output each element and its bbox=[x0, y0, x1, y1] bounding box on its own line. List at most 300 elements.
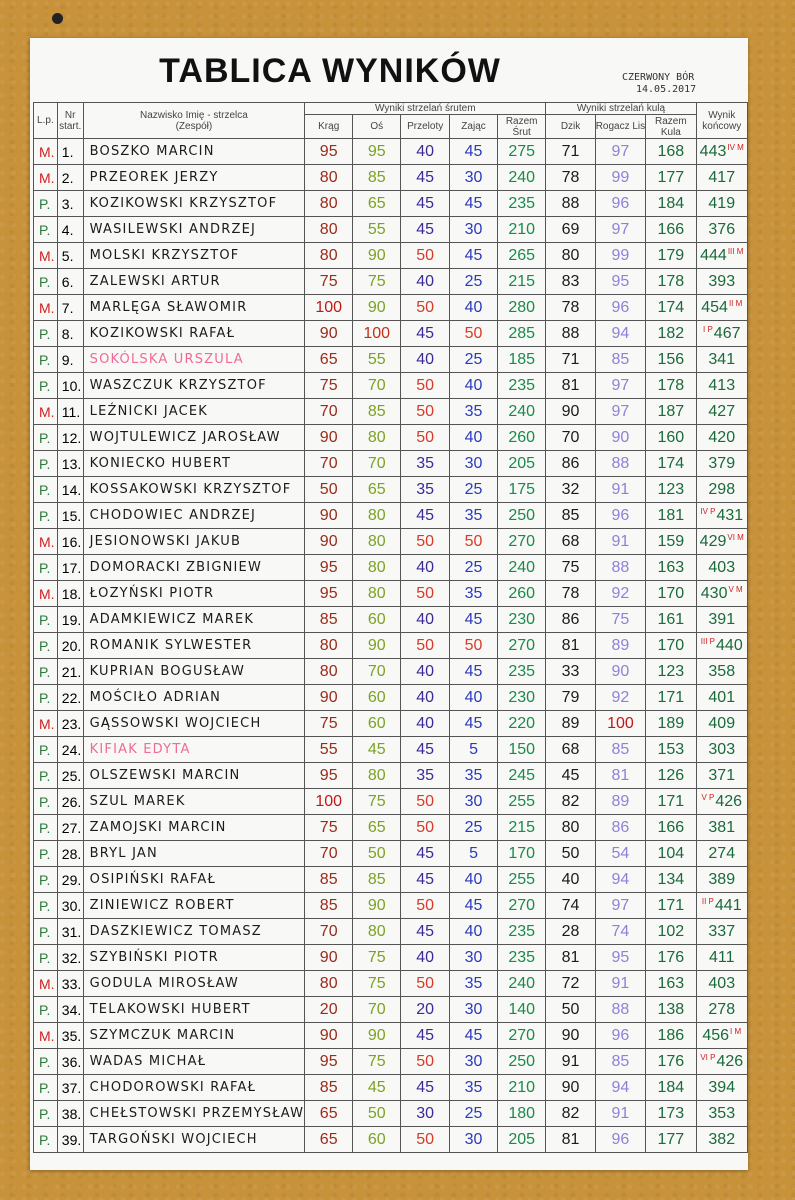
cell-nr: 9. bbox=[57, 347, 83, 373]
event-date: 14.05.2017 bbox=[636, 84, 697, 95]
final-score: 389 bbox=[708, 870, 736, 888]
final-score: 444 bbox=[700, 246, 727, 264]
cell-razem-kula: 166 bbox=[646, 217, 696, 243]
cell-lp: P. bbox=[34, 477, 58, 503]
cell-krag: 90 bbox=[305, 529, 353, 555]
cell-rogacz: 90 bbox=[595, 659, 646, 685]
cell-name: SOKÓLSKA URSZULA bbox=[83, 347, 305, 373]
cell-przeloty: 50 bbox=[401, 789, 450, 815]
cell-razem-srut: 260 bbox=[497, 581, 545, 607]
table-row bbox=[34, 971, 748, 997]
cell-dzik: 82 bbox=[546, 1101, 595, 1127]
cell-rogacz: 97 bbox=[595, 893, 646, 919]
final-score: 337 bbox=[708, 922, 736, 940]
table-row bbox=[34, 815, 748, 841]
cell-nr: 18. bbox=[57, 581, 83, 607]
cell-krag: 85 bbox=[305, 1075, 353, 1101]
cell-dzik: 71 bbox=[546, 139, 595, 165]
table-row bbox=[34, 945, 748, 971]
cell-razem-srut: 180 bbox=[497, 1101, 545, 1127]
cell-zajac: 40 bbox=[450, 295, 498, 321]
cell-lp: M. bbox=[34, 971, 58, 997]
cell-krag: 70 bbox=[305, 451, 353, 477]
cell-lp: P. bbox=[34, 191, 58, 217]
cell-name: CHODOROWSKI RAFAŁ bbox=[83, 1075, 305, 1101]
cell-razem-kula: 182 bbox=[646, 321, 696, 347]
header-group-ball: Wyniki strzelań kulą bbox=[546, 103, 696, 115]
header-dzik: Dzik bbox=[546, 115, 595, 139]
cell-zajac: 35 bbox=[450, 1075, 498, 1101]
table-row bbox=[34, 1023, 748, 1049]
cell-wynik bbox=[696, 165, 747, 191]
cell-przeloty: 45 bbox=[401, 191, 450, 217]
cell-przeloty: 40 bbox=[401, 659, 450, 685]
cell-przeloty: 40 bbox=[401, 685, 450, 711]
cell-razem-kula: 187 bbox=[646, 399, 696, 425]
cell-name: CHODOWIEC ANDRZEJ bbox=[83, 503, 305, 529]
header-zajac: Zając bbox=[450, 115, 498, 139]
cell-wynik bbox=[696, 217, 747, 243]
cell-os: 85 bbox=[353, 867, 401, 893]
cell-rogacz: 88 bbox=[595, 997, 646, 1023]
cell-razem-kula: 166 bbox=[646, 815, 696, 841]
page-title: TABLICA WYNIKÓW bbox=[159, 52, 501, 90]
cell-nr: 6. bbox=[57, 269, 83, 295]
cell-rogacz: 95 bbox=[595, 269, 646, 295]
cell-rogacz: 97 bbox=[595, 373, 646, 399]
cell-razem-srut: 250 bbox=[497, 503, 545, 529]
cell-lp: P. bbox=[34, 919, 58, 945]
cell-razem-kula: 163 bbox=[646, 555, 696, 581]
final-score: 403 bbox=[708, 974, 736, 992]
cell-przeloty: 50 bbox=[401, 373, 450, 399]
cell-dzik: 32 bbox=[546, 477, 595, 503]
final-score: 341 bbox=[708, 350, 736, 368]
cell-nr: 16. bbox=[57, 529, 83, 555]
cell-nr: 10. bbox=[57, 373, 83, 399]
cell-os: 85 bbox=[353, 399, 401, 425]
cell-krag: 90 bbox=[305, 685, 353, 711]
cell-krag: 55 bbox=[305, 737, 353, 763]
cell-dzik: 91 bbox=[546, 1049, 595, 1075]
cell-zajac: 35 bbox=[450, 971, 498, 997]
cell-przeloty: 45 bbox=[401, 737, 450, 763]
cell-nr: 24. bbox=[57, 737, 83, 763]
cell-dzik: 50 bbox=[546, 841, 595, 867]
cell-wynik bbox=[696, 997, 747, 1023]
cell-wynik bbox=[696, 1127, 747, 1153]
cell-rogacz: 89 bbox=[595, 633, 646, 659]
cell-razem-kula: 177 bbox=[646, 165, 696, 191]
cell-rogacz: 91 bbox=[595, 1101, 646, 1127]
cell-wynik bbox=[696, 269, 747, 295]
cell-dzik: 45 bbox=[546, 763, 595, 789]
cell-przeloty: 50 bbox=[401, 893, 450, 919]
place-mark: I P bbox=[703, 324, 713, 334]
cell-os: 80 bbox=[353, 763, 401, 789]
table-row bbox=[34, 269, 748, 295]
header-lp: L.p. bbox=[34, 103, 58, 139]
cell-name: ZAMOJSKI MARCIN bbox=[83, 815, 305, 841]
cell-wynik bbox=[696, 321, 747, 347]
table-row bbox=[34, 841, 748, 867]
cell-os: 85 bbox=[353, 165, 401, 191]
cell-wynik bbox=[696, 711, 747, 737]
cell-razem-srut: 235 bbox=[497, 919, 545, 945]
cell-razem-kula: 176 bbox=[646, 945, 696, 971]
cell-lp: P. bbox=[34, 633, 58, 659]
cell-name: TELAKOWSKI HUBERT bbox=[83, 997, 305, 1023]
cell-nr: 14. bbox=[57, 477, 83, 503]
results-table bbox=[33, 102, 748, 1153]
place-mark: III M bbox=[727, 246, 744, 256]
final-score: 274 bbox=[708, 844, 736, 862]
cell-os: 80 bbox=[353, 503, 401, 529]
cell-lp: P. bbox=[34, 1049, 58, 1075]
cell-wynik bbox=[696, 555, 747, 581]
cell-razem-srut: 240 bbox=[497, 555, 545, 581]
cell-rogacz: 96 bbox=[595, 1127, 646, 1153]
cell-zajac: 45 bbox=[450, 659, 498, 685]
cell-razem-kula: 177 bbox=[646, 1127, 696, 1153]
cell-razem-srut: 220 bbox=[497, 711, 545, 737]
cell-dzik: 68 bbox=[546, 529, 595, 555]
cell-wynik bbox=[696, 295, 747, 321]
cell-razem-srut: 235 bbox=[497, 191, 545, 217]
cell-nr: 5. bbox=[57, 243, 83, 269]
cell-lp: P. bbox=[34, 451, 58, 477]
cell-rogacz: 92 bbox=[595, 581, 646, 607]
cell-os: 60 bbox=[353, 711, 401, 737]
cell-os: 95 bbox=[353, 139, 401, 165]
cell-rogacz: 94 bbox=[595, 1075, 646, 1101]
cell-razem-srut: 235 bbox=[497, 659, 545, 685]
cell-zajac: 30 bbox=[450, 217, 498, 243]
final-score: 382 bbox=[708, 1130, 736, 1148]
cell-os: 90 bbox=[353, 893, 401, 919]
cell-lp: P. bbox=[34, 425, 58, 451]
cell-dzik: 50 bbox=[546, 997, 595, 1023]
cell-razem-srut: 150 bbox=[497, 737, 545, 763]
table-row bbox=[34, 711, 748, 737]
cell-name: MOLSKI KRZYSZTOF bbox=[83, 243, 305, 269]
place-mark: II P bbox=[701, 896, 714, 906]
cell-razem-srut: 270 bbox=[497, 529, 545, 555]
header-razem-srut: Razem Śrut bbox=[497, 115, 545, 139]
cell-razem-srut: 240 bbox=[497, 971, 545, 997]
table-row bbox=[34, 607, 748, 633]
final-score: 391 bbox=[708, 610, 736, 628]
cell-nr: 8. bbox=[57, 321, 83, 347]
cell-przeloty: 50 bbox=[401, 1049, 450, 1075]
cell-name: KUPRIAN BOGUSŁAW bbox=[83, 659, 305, 685]
cell-name: OSIPIŃSKI RAFAŁ bbox=[83, 867, 305, 893]
cell-lp: P. bbox=[34, 503, 58, 529]
cell-lp: P. bbox=[34, 1127, 58, 1153]
cell-razem-srut: 275 bbox=[497, 139, 545, 165]
cell-os: 55 bbox=[353, 347, 401, 373]
cell-wynik bbox=[696, 451, 747, 477]
cell-os: 65 bbox=[353, 815, 401, 841]
cell-krag: 80 bbox=[305, 633, 353, 659]
cell-os: 80 bbox=[353, 529, 401, 555]
cell-razem-srut: 140 bbox=[497, 997, 545, 1023]
cell-razem-kula: 138 bbox=[646, 997, 696, 1023]
cell-dzik: 81 bbox=[546, 945, 595, 971]
cell-zajac: 5 bbox=[450, 737, 498, 763]
cell-nr: 39. bbox=[57, 1127, 83, 1153]
cell-lp: P. bbox=[34, 997, 58, 1023]
table-row bbox=[34, 451, 748, 477]
cell-przeloty: 40 bbox=[401, 347, 450, 373]
cell-razem-srut: 240 bbox=[497, 165, 545, 191]
cell-os: 75 bbox=[353, 789, 401, 815]
cell-wynik bbox=[696, 893, 747, 919]
cell-krag: 95 bbox=[305, 555, 353, 581]
cell-krag: 75 bbox=[305, 269, 353, 295]
cell-razem-kula: 159 bbox=[646, 529, 696, 555]
cell-lp: P. bbox=[34, 607, 58, 633]
final-score: 467 bbox=[713, 324, 741, 342]
event-info bbox=[622, 72, 696, 96]
cell-zajac: 40 bbox=[450, 685, 498, 711]
final-score: 379 bbox=[708, 454, 736, 472]
place-mark: I M bbox=[730, 1026, 742, 1036]
cell-lp: M. bbox=[34, 581, 58, 607]
table-row bbox=[34, 425, 748, 451]
cell-razem-kula: 123 bbox=[646, 659, 696, 685]
cell-lp: P. bbox=[34, 347, 58, 373]
cell-przeloty: 50 bbox=[401, 815, 450, 841]
place-mark: IV P bbox=[700, 506, 716, 516]
cell-zajac: 25 bbox=[450, 477, 498, 503]
cell-lp: M. bbox=[34, 399, 58, 425]
cell-razem-srut: 235 bbox=[497, 373, 545, 399]
cell-zajac: 45 bbox=[450, 711, 498, 737]
cell-zajac: 30 bbox=[450, 165, 498, 191]
cell-razem-kula: 123 bbox=[646, 477, 696, 503]
cell-name: ROMANIK SYLWESTER bbox=[83, 633, 305, 659]
table-row bbox=[34, 659, 748, 685]
cell-zajac: 35 bbox=[450, 503, 498, 529]
cell-lp: P. bbox=[34, 659, 58, 685]
cell-razem-kula: 181 bbox=[646, 503, 696, 529]
cell-razem-kula: 174 bbox=[646, 451, 696, 477]
cell-nr: 21. bbox=[57, 659, 83, 685]
cell-os: 55 bbox=[353, 217, 401, 243]
cell-nr: 11. bbox=[57, 399, 83, 425]
cell-os: 75 bbox=[353, 971, 401, 997]
cell-os: 65 bbox=[353, 191, 401, 217]
cell-rogacz: 100 bbox=[595, 711, 646, 737]
cell-wynik bbox=[696, 1101, 747, 1127]
cell-wynik bbox=[696, 399, 747, 425]
cell-razem-srut: 205 bbox=[497, 451, 545, 477]
cell-nr: 33. bbox=[57, 971, 83, 997]
cell-zajac: 25 bbox=[450, 555, 498, 581]
cell-przeloty: 45 bbox=[401, 165, 450, 191]
cell-os: 65 bbox=[353, 477, 401, 503]
header-przeloty: Przeloty bbox=[401, 115, 450, 139]
cell-rogacz: 99 bbox=[595, 165, 646, 191]
cell-lp: P. bbox=[34, 373, 58, 399]
cell-rogacz: 97 bbox=[595, 399, 646, 425]
cell-razem-srut: 210 bbox=[497, 217, 545, 243]
cell-rogacz: 94 bbox=[595, 867, 646, 893]
cell-name: KONIECKO HUBERT bbox=[83, 451, 305, 477]
cell-rogacz: 92 bbox=[595, 685, 646, 711]
cell-rogacz: 96 bbox=[595, 295, 646, 321]
final-score: 426 bbox=[715, 792, 743, 810]
cell-przeloty: 45 bbox=[401, 321, 450, 347]
cell-wynik bbox=[696, 425, 747, 451]
table-row bbox=[34, 737, 748, 763]
cell-nr: 1. bbox=[57, 139, 83, 165]
cell-rogacz: 74 bbox=[595, 919, 646, 945]
cell-razem-srut: 265 bbox=[497, 243, 545, 269]
cell-przeloty: 45 bbox=[401, 1023, 450, 1049]
place-mark: VI P bbox=[700, 1052, 716, 1062]
cell-lp: P. bbox=[34, 217, 58, 243]
cell-krag: 90 bbox=[305, 503, 353, 529]
cell-rogacz: 96 bbox=[595, 503, 646, 529]
cell-wynik bbox=[696, 1023, 747, 1049]
table-row bbox=[34, 373, 748, 399]
cell-krag: 80 bbox=[305, 971, 353, 997]
table-row bbox=[34, 347, 748, 373]
cell-razem-kula: 134 bbox=[646, 867, 696, 893]
event-place: CZERWONY BÓR bbox=[622, 72, 695, 83]
cell-os: 80 bbox=[353, 425, 401, 451]
cell-name: ADAMKIEWICZ MAREK bbox=[83, 607, 305, 633]
cell-wynik bbox=[696, 139, 747, 165]
final-score: 401 bbox=[708, 688, 736, 706]
cell-nr: 32. bbox=[57, 945, 83, 971]
final-score: 456 bbox=[702, 1026, 730, 1044]
cell-lp: P. bbox=[34, 269, 58, 295]
cell-nr: 4. bbox=[57, 217, 83, 243]
cell-name: SZYMCZUK MARCIN bbox=[83, 1023, 305, 1049]
cell-zajac: 45 bbox=[450, 607, 498, 633]
cell-os: 50 bbox=[353, 841, 401, 867]
cell-wynik bbox=[696, 633, 747, 659]
cell-lp: M. bbox=[34, 243, 58, 269]
cell-krag: 85 bbox=[305, 607, 353, 633]
cell-wynik bbox=[696, 815, 747, 841]
cell-razem-srut: 260 bbox=[497, 425, 545, 451]
cell-os: 90 bbox=[353, 243, 401, 269]
final-score: 443 bbox=[699, 142, 727, 160]
cell-lp: P. bbox=[34, 763, 58, 789]
cell-przeloty: 45 bbox=[401, 919, 450, 945]
cell-razem-kula: 104 bbox=[646, 841, 696, 867]
cell-razem-kula: 171 bbox=[646, 685, 696, 711]
cell-razem-kula: 153 bbox=[646, 737, 696, 763]
cell-wynik bbox=[696, 607, 747, 633]
cell-wynik bbox=[696, 529, 747, 555]
cell-nr: 22. bbox=[57, 685, 83, 711]
final-score: 411 bbox=[709, 948, 735, 966]
cell-nr: 36. bbox=[57, 1049, 83, 1075]
cell-krag: 65 bbox=[305, 347, 353, 373]
cell-krag: 85 bbox=[305, 893, 353, 919]
cell-przeloty: 35 bbox=[401, 451, 450, 477]
cell-rogacz: 75 bbox=[595, 607, 646, 633]
place-mark: III P bbox=[700, 636, 716, 646]
final-score: 303 bbox=[708, 740, 736, 758]
cell-lp: P. bbox=[34, 321, 58, 347]
cell-os: 90 bbox=[353, 1023, 401, 1049]
cell-name: WASZCZUK KRZYSZTOF bbox=[83, 373, 305, 399]
results-sheet bbox=[30, 38, 748, 1170]
final-score: 426 bbox=[716, 1052, 744, 1070]
cell-razem-srut: 270 bbox=[497, 893, 545, 919]
cell-dzik: 81 bbox=[546, 633, 595, 659]
cell-krag: 100 bbox=[305, 295, 353, 321]
place-mark: V M bbox=[728, 584, 743, 594]
cell-lp: P. bbox=[34, 893, 58, 919]
cell-nr: 29. bbox=[57, 867, 83, 893]
cell-wynik bbox=[696, 945, 747, 971]
cell-razem-kula: 126 bbox=[646, 763, 696, 789]
cell-wynik bbox=[696, 347, 747, 373]
cell-dzik: 86 bbox=[546, 451, 595, 477]
cell-lp: M. bbox=[34, 1023, 58, 1049]
cell-lp: P. bbox=[34, 685, 58, 711]
cell-razem-srut: 230 bbox=[497, 685, 545, 711]
cell-os: 45 bbox=[353, 1075, 401, 1101]
cell-razem-kula: 178 bbox=[646, 373, 696, 399]
cell-rogacz: 91 bbox=[595, 529, 646, 555]
cell-razem-kula: 160 bbox=[646, 425, 696, 451]
cell-rogacz: 81 bbox=[595, 763, 646, 789]
cell-dzik: 80 bbox=[546, 243, 595, 269]
final-score: 394 bbox=[708, 1078, 736, 1096]
cell-razem-srut: 255 bbox=[497, 867, 545, 893]
cell-razem-kula: 102 bbox=[646, 919, 696, 945]
cell-lp: P. bbox=[34, 737, 58, 763]
cell-zajac: 30 bbox=[450, 789, 498, 815]
cell-name: GODULA MIROSŁAW bbox=[83, 971, 305, 997]
cell-zajac: 30 bbox=[450, 945, 498, 971]
cell-nr: 17. bbox=[57, 555, 83, 581]
final-score: 419 bbox=[708, 194, 736, 212]
table-row bbox=[34, 581, 748, 607]
cell-wynik bbox=[696, 919, 747, 945]
cell-lp: P. bbox=[34, 1101, 58, 1127]
table-row bbox=[34, 399, 748, 425]
cell-zajac: 50 bbox=[450, 529, 498, 555]
cell-przeloty: 45 bbox=[401, 841, 450, 867]
table-row bbox=[34, 555, 748, 581]
table-row bbox=[34, 529, 748, 555]
table-row bbox=[34, 893, 748, 919]
cell-razem-srut: 270 bbox=[497, 633, 545, 659]
cell-name: KOZIKOWSKI RAFAŁ bbox=[83, 321, 305, 347]
cell-razem-kula: 186 bbox=[646, 1023, 696, 1049]
cell-dzik: 88 bbox=[546, 321, 595, 347]
cell-dzik: 78 bbox=[546, 295, 595, 321]
results-body bbox=[34, 139, 748, 1153]
cell-rogacz: 88 bbox=[595, 555, 646, 581]
cell-lp: M. bbox=[34, 529, 58, 555]
cell-zajac: 25 bbox=[450, 1101, 498, 1127]
table-row bbox=[34, 321, 748, 347]
cell-krag: 70 bbox=[305, 841, 353, 867]
cell-razem-srut: 210 bbox=[497, 1075, 545, 1101]
cell-krag: 70 bbox=[305, 919, 353, 945]
cell-nr: 19. bbox=[57, 607, 83, 633]
